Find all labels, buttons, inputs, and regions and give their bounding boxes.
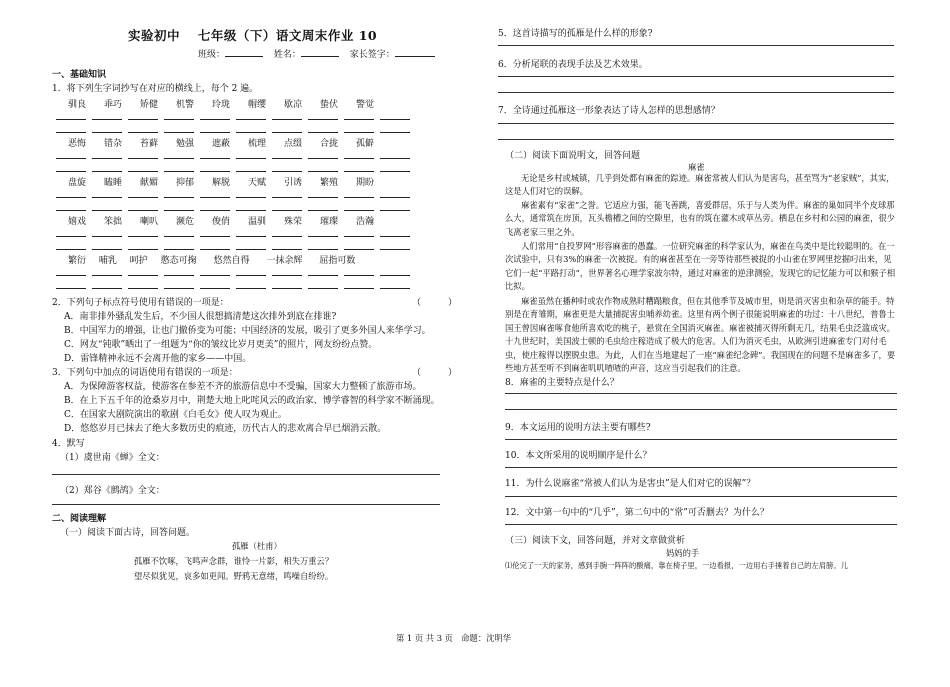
section-basic-knowledge: 一、基础知识 bbox=[52, 70, 107, 80]
word: 引诱 bbox=[284, 178, 303, 188]
word: 玲珑 bbox=[212, 100, 231, 110]
word: 矫健 bbox=[140, 100, 159, 110]
word: 憨态可掬 bbox=[160, 256, 197, 266]
question-1: 1．将下列生字词抄写在对应的横线上，每个 2 遍。 bbox=[52, 84, 259, 94]
answer-blanks[interactable] bbox=[56, 241, 416, 250]
answer-blanks[interactable] bbox=[56, 228, 416, 237]
story-title: 妈妈的手 bbox=[666, 548, 700, 558]
word: 错杂 bbox=[104, 139, 123, 149]
article-paragraph: 人们常用“自投罗网”形容麻雀的愚蠢。一位研究麻雀的科学家认为，麻雀在鸟类中是比较聪明的。在一次试验中，只有3%的麻雀一次被捉。有的麻雀甚至在一旁等待那些被捉的小山雀在罗网里挖掘叼出来，见它们一起“平路打动”，世界著名心理学家波尔特，通过对麻雀的逆津测验，发现它的记忆能力可以和猴子相比拟。 bbox=[505, 241, 896, 292]
word: 期盼 bbox=[356, 178, 375, 188]
word: 屈指可数 bbox=[319, 256, 356, 266]
word: 瞌睡 bbox=[104, 178, 123, 188]
option-a: A．为保障游客权益，使游客在参差不齐的旅游信息中不受骗，国家大力整顿了旅游市场。 bbox=[64, 382, 422, 392]
question-9: 9．本文运用的说明方法主要有哪些? bbox=[505, 423, 651, 433]
word: 盘旋 bbox=[68, 178, 87, 188]
article-paragraph: 无论是乡村或城镇，几乎到处都有麻雀的踪迹。麻雀常被人们认为是害鸟，甚至骂为“老家贼”，其实，这是人们对它的误解。 bbox=[505, 173, 895, 197]
poem-line: 孤雁不饮啄，飞鸣声念群，谁怜一片影，相失万重云？ bbox=[134, 556, 334, 566]
word: 浩瀚 bbox=[356, 217, 375, 227]
answer-line[interactable] bbox=[505, 524, 897, 525]
class-label: 班级： bbox=[198, 50, 226, 60]
answer-blanks[interactable] bbox=[56, 111, 416, 120]
answer-line[interactable] bbox=[498, 76, 894, 77]
word: 嬉戏 bbox=[68, 217, 87, 227]
answer-blanks[interactable] bbox=[56, 202, 416, 211]
word: 苔藓 bbox=[140, 139, 159, 149]
class-field[interactable] bbox=[225, 56, 263, 57]
answer-line[interactable] bbox=[52, 504, 440, 505]
poem-line: 望尽似犹见，哀多如更闻。野鸦无意绪，鸣噪自纷纷。 bbox=[134, 571, 334, 581]
answer-line[interactable] bbox=[505, 496, 897, 497]
page-title: 实验初中 七年级（下）语文周末作业 10 bbox=[128, 28, 378, 43]
option-b: B．在上下五千年的沧桑岁月中，荆楚大地上叱咤风云的政治家、博学睿智的科学家不断涌现。 bbox=[64, 396, 440, 406]
parent-signature-field[interactable] bbox=[395, 56, 435, 57]
word: 勉强 bbox=[176, 139, 195, 149]
answer-line[interactable] bbox=[52, 474, 440, 475]
student-info-line bbox=[198, 47, 435, 60]
answer-blanks[interactable] bbox=[56, 267, 416, 276]
word: 笨拙 bbox=[104, 217, 123, 227]
option-c: C．网友“钝歌”晒出了一组题为“你的皱纹比岁月更美”的照片，网友纷纷点赞。 bbox=[64, 340, 378, 350]
word: 俊俏 bbox=[212, 217, 231, 227]
name-label: 姓名： bbox=[273, 50, 301, 60]
word: 殊荣 bbox=[284, 217, 303, 227]
word: 喇叭 bbox=[140, 217, 159, 227]
word: 恶悔 bbox=[68, 139, 87, 149]
poem-title: 孤雁（杜甫） bbox=[232, 541, 282, 551]
word: 濒危 bbox=[176, 217, 195, 227]
word: 机警 bbox=[176, 100, 195, 110]
answer-line[interactable] bbox=[498, 139, 894, 140]
answer-blanks[interactable] bbox=[56, 124, 416, 133]
word: 哺乳 bbox=[98, 256, 117, 266]
word: 繁衍 bbox=[68, 256, 87, 266]
option-c: C．在国家大剧院演出的歌剧《白毛女》使人叹为观止。 bbox=[64, 410, 287, 420]
word: 解脱 bbox=[212, 178, 231, 188]
reading-3-intro: （三）阅读下文，回答问题，并对文章做赏析 bbox=[505, 536, 686, 546]
answer-line[interactable] bbox=[505, 439, 897, 440]
answer-paren[interactable]: （ ） bbox=[412, 368, 458, 378]
question-7: 7．全诗通过孤雁这一形象表达了诗人怎样的思想感情？ bbox=[498, 106, 720, 116]
question-8: 8．麻雀的主要特点是什么？ bbox=[505, 378, 619, 388]
question-2: 2．下列句子标点符号使用有错误的一项是： bbox=[52, 298, 229, 308]
answer-line[interactable] bbox=[505, 467, 897, 468]
word-row-5 bbox=[68, 253, 355, 266]
option-d: D．悠悠岁月已抹去了绝大多数历史的痕迹，历代古人的悲欢离合早已烟消云散。 bbox=[64, 424, 387, 434]
answer-line[interactable] bbox=[498, 92, 894, 93]
option-d: D．雷锋精神永远不会离开他的家乡——中国。 bbox=[64, 354, 252, 364]
question-5: 5．这首诗描写的孤雁是什么样的形象? bbox=[498, 29, 653, 39]
answer-line[interactable] bbox=[505, 393, 897, 394]
question-4-2: （2）郑谷《鹧鸪》全文： bbox=[60, 486, 165, 496]
word: 歇凉 bbox=[284, 100, 303, 110]
question-3: 3．下列句中加点的词语使用有错误的一项是： bbox=[52, 368, 238, 378]
word: 献媚 bbox=[140, 178, 159, 188]
article-paragraph: 麻雀素有“家雀”之誉。它适应力强，能飞善跳，喜爱群居，乐于与人类为伴。麻雀的巢如同半个皮球那么大，通常筑在房顶，瓦头檐槽之间的空隙里，也有的筑在灌木或草丛旁。栖息在乡村和公园的麻雀，很少飞离老家三里之外。 bbox=[505, 200, 895, 237]
answer-paren[interactable]: （ ） bbox=[412, 298, 458, 308]
name-field[interactable] bbox=[301, 56, 339, 57]
word: 呵护 bbox=[129, 256, 148, 266]
reading-1-intro: （一）阅读下面古诗，回答问题。 bbox=[60, 528, 196, 538]
question-12: 12．文中第一句中的“几乎”，第二句中的“常”可否删去？为什么？ bbox=[505, 508, 769, 518]
word: 璀璨 bbox=[320, 217, 339, 227]
option-b: B．中国军力的增强，让也门撤侨变为可能；中国经济的发展，吸引了更多外国人来华学习。 bbox=[64, 326, 431, 336]
word: 合拢 bbox=[320, 139, 339, 149]
word: 警觉 bbox=[356, 100, 375, 110]
question-4: 4．默写 bbox=[52, 439, 85, 449]
question-10: 10．本文所采用的说明顺序是什么？ bbox=[505, 451, 652, 461]
story-text: ⑴伦完了一天的家务，感到手腕一阵阵的酸痛，靠在椅子里，一边看报，一边用右手捶着自己的左肩膀。儿 bbox=[505, 561, 848, 570]
parent-signature-label: 家长签字： bbox=[349, 50, 395, 60]
word: 温驯 bbox=[248, 217, 267, 227]
word: 繁殖 bbox=[320, 178, 339, 188]
word: 悠然自得 bbox=[213, 256, 250, 266]
word: 梳理 bbox=[248, 139, 267, 149]
word: 点缀 bbox=[284, 139, 303, 149]
word-row-1 bbox=[68, 97, 392, 110]
answer-line[interactable] bbox=[498, 45, 894, 46]
word: 天赋 bbox=[248, 178, 267, 188]
answer-blanks[interactable] bbox=[56, 280, 416, 289]
answer-blanks[interactable] bbox=[56, 189, 416, 198]
question-4-1: （1）虞世南《蝉》全文： bbox=[60, 453, 165, 463]
word: 一抹余辉 bbox=[266, 256, 303, 266]
word-row-4 bbox=[68, 214, 392, 227]
word-row-2 bbox=[68, 136, 392, 149]
answer-line[interactable] bbox=[505, 409, 897, 410]
word: 抑郁 bbox=[176, 178, 195, 188]
question-11: 11．为什么说麻雀“常被人们认为是害虫”是人们对它的误解”？ bbox=[505, 479, 756, 489]
word: 驯良 bbox=[68, 100, 87, 110]
article-paragraph: 麻雀虽然在播种时或农作物成熟时糟蹋粮食，但在其他季节及城市里，则是消灭害虫和杂草的能手。特别是在育雏期，麻雀更是大量捕捉害虫哺养幼雀。这里有两个例子很能说明麻雀的功过：十八世纪，普鲁士国王曾因麻雀啄食他所喜欢吃的桃子，悬赏在全国消灭麻雀。麻雀被捕灭得所剩无几，结果毛虫泛滥成灾。十九世纪时，美国波士顿的毛虫给庄稼造成了极大的危害。人们为消灭毛虫，从欧洲引进麻雀专门对付毛虫，使庄稼得以摆脱虫患。为此，人们在当地建起了一座“麻雀纪念碑”。我国现在的问题不是麻雀多了，要些地方甚至听不到麻雀叽叽喳喳的声音，这应当引起我们的注意。 bbox=[505, 296, 896, 374]
word: 乖巧 bbox=[104, 100, 123, 110]
question-6: 6．分析尾联的表现手法及艺术效果。 bbox=[498, 60, 648, 70]
word: 蛰伏 bbox=[320, 100, 339, 110]
page-footer: 第 1 页 共 3 页 命题：沈明华 bbox=[396, 633, 512, 643]
answer-blanks[interactable] bbox=[56, 163, 416, 172]
answer-line[interactable] bbox=[498, 123, 894, 124]
word: 帽缨 bbox=[248, 100, 267, 110]
reading-2-intro: （二）阅读下面说明文，回答问题 bbox=[505, 151, 641, 161]
answer-blanks[interactable] bbox=[56, 150, 416, 159]
option-a: A．南非排外骚乱发生后，不少国人很想搞清楚这次排外到底在排谁? bbox=[64, 312, 337, 322]
word: 孤僻 bbox=[356, 139, 375, 149]
word: 遮蔽 bbox=[212, 139, 231, 149]
word-row-3 bbox=[68, 175, 392, 188]
article-title: 麻雀 bbox=[688, 162, 705, 172]
section-reading: 二、阅读理解 bbox=[52, 514, 107, 524]
